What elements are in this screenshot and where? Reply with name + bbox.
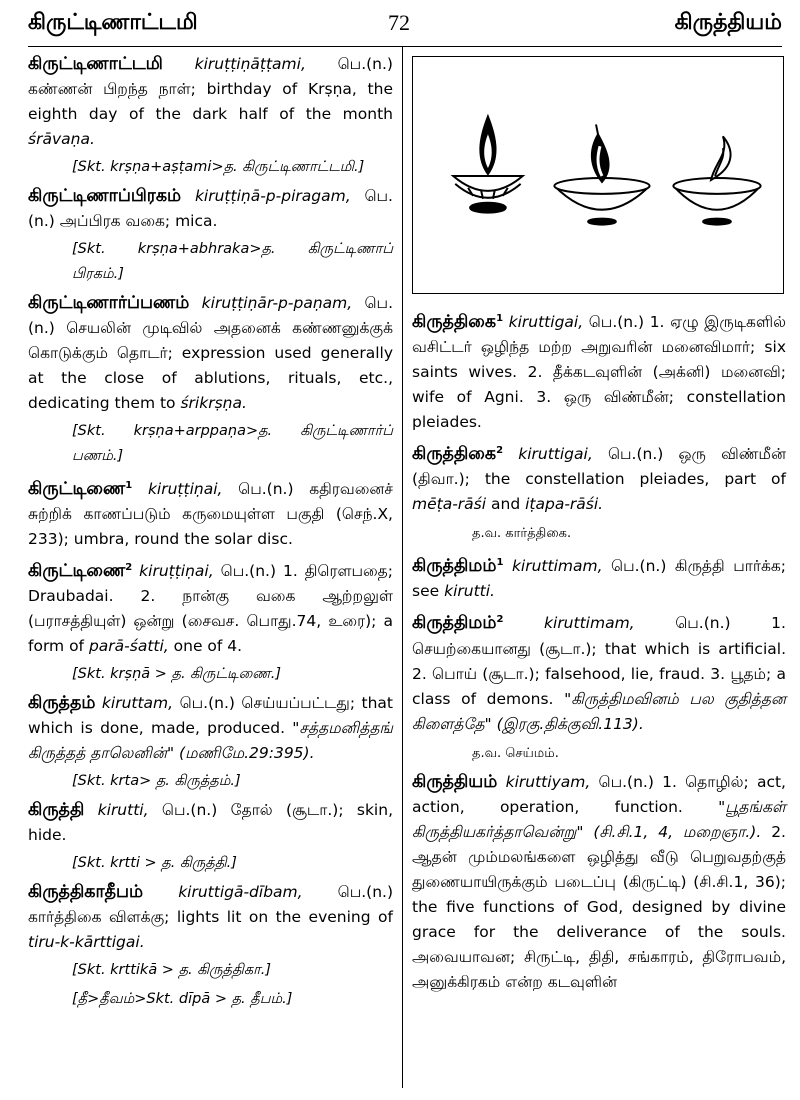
homonym-number: 2 [125, 562, 133, 574]
definition-continued: 2. ஆதன் மும்மலங்களை ஒழித்து வீடு பெறுவதற்குத் துணையாயிருக்கும் படைப்பு (கிருட்டி) (சி.சி.1, 36); the five functions of God, designed by divine grace for the deliverance of the souls. அவையாவன; சிருட்டி, திதி, சங்காரம், திரோபவம், அனுக்கிரகம் என்ற கடவுளின் [412, 822, 786, 991]
headword: கிருத்திமம் [412, 556, 497, 577]
headword: கிருட்டிணை [28, 479, 126, 500]
headword: கிருத்திமம் [412, 613, 497, 634]
transliteration: kirutti, [97, 801, 149, 820]
definition-tail: one of 4. [173, 637, 243, 656]
term: śrikrṣṇa. [180, 394, 247, 412]
headword: கிருட்டிணாட்டமி [28, 54, 163, 74]
etymology: [Skt. krtti > த. கிருத்தி.] [72, 855, 237, 872]
dictionary-entry [28, 798, 393, 848]
definition: கார்த்திகை விளக்கு; lights lit on the evening of [28, 908, 393, 927]
term: tiru-k-kārttigai. [28, 933, 145, 952]
transliteration: kiruttigā-dībam, [178, 883, 303, 902]
headword: கிருட்டிணாப்பிரகம் [28, 186, 182, 206]
definition: பெ.(n.) செய்யப்பட்டது; that which is done, made, produced. [28, 694, 393, 738]
dictionary-entry [28, 291, 393, 416]
homonym-number: 1 [125, 480, 133, 491]
definition: பெ.(n.) அப்பிரக வகை; mica. [28, 187, 393, 230]
right-column [412, 306, 786, 998]
quotation: "கிருத்திமவினம் பல குதித்தன கிளைத்தே" (இரகு.திக்குவி.113). [412, 689, 786, 733]
definition: பெ.(n.) 1. தொழில்; act, action, operation, function. [412, 772, 786, 816]
headword: கிருத்திகை [412, 444, 497, 465]
transliteration: kiruttigai, [508, 313, 584, 332]
etymology: [Skt. krttikā > த. கிருத்திகா.] [72, 962, 271, 979]
term: parā-śatti, [88, 637, 169, 656]
quotation: "பூதங்கள் கிருத்தியகர்த்தாவென்று" (சி.சி.1, 4, மறைஞா.). [412, 797, 786, 841]
definition: பெ.(n.) செயலின் முடிவில் அதனைக் கண்ணனுக்குக் கொடுக்கும் தொடர்; expression used generally at the close of ablutions, rituals, etc., dedicating them to [28, 294, 393, 412]
etymology: [தீ>தீவம்>Skt. dīpā > த. தீபம்.] [72, 991, 293, 1008]
dictionary-entry [28, 52, 393, 152]
conjunction: and [491, 495, 521, 514]
header-rule [28, 46, 782, 47]
definition: பெ.(n.) தோல் (சூடா.); skin, hide. [28, 801, 393, 845]
headword: கிருத்தியம் [412, 771, 498, 792]
transliteration: kiruttam, [101, 694, 174, 713]
homonym-number: 1 [496, 313, 504, 324]
part-of-speech: பெ.(n.) [220, 562, 276, 581]
transliteration: kiruṭṭiṇār-p-paṇam, [201, 294, 353, 312]
dictionary-entry [28, 473, 393, 552]
dictionary-entry [412, 770, 786, 995]
term: śrāvaṇa. [28, 130, 95, 148]
dictionary-entry [412, 607, 786, 736]
headword: கிருத்திகாதீபம் [28, 882, 144, 903]
etymology: [Skt. krṣṇā > த. கிருட்டிணை.] [72, 666, 282, 683]
homonym-number: 1 [496, 557, 504, 569]
headword: கிருட்டிணார்ப்பணம் [28, 293, 190, 313]
headword: கிருட்டிணை [28, 561, 126, 582]
part-of-speech: பெ.(n.) [337, 55, 393, 73]
lamp-illustration [412, 56, 784, 294]
dictionary-entry [28, 184, 393, 234]
headword: கிருத்திகை [412, 312, 497, 333]
etymology: [Skt. krṣṇa+aṣṭami>த. கிருட்டிணாட்டமி.] [72, 159, 365, 175]
transliteration: kiruttigai, [518, 445, 593, 464]
dictionary-entry [28, 880, 393, 955]
transliteration: kiruṭṭiṇai, [139, 562, 214, 581]
oil-lamps-icon [413, 57, 783, 293]
definition: கண்ணன் பிறந்த நாள்; birthday of Krṣṇa, the eighth day of the dark half of the month [28, 80, 393, 123]
etymology: [Skt. krta> த. கிருத்தம்.] [72, 773, 241, 790]
etymology: [Skt. krṣṇa+arppaṇa>த. கிருட்டிணார்ப் பணம்.] [72, 423, 393, 464]
definition: பெ.(n.) 1. ஏழு இருடிகளில் வசிட்டர் ஒழிந்த மற்ற அறுவரின் மனைவிமார்; six saints wives. 2. தீக்கடவுளின் (அக்னி) மனைவி; wife of Agni. 3. ஒரு விண்மீன்; constellation pleiades. [412, 313, 786, 432]
part-of-speech: பெ.(n.) [337, 883, 393, 902]
dictionary-entry [412, 306, 786, 435]
term: iṭapa-rāśi. [525, 495, 604, 514]
dictionary-entry [412, 438, 786, 517]
transliteration: kiruttimam, [544, 614, 635, 633]
left-column [28, 52, 393, 1016]
definition: 1. செயற்கையானது (சூடா.); that which is artificial. 2. பொய் (சூடா.); falsehood, lie, fraud. 3. பூதம்; a class of demons. [412, 614, 786, 708]
page-number: 72 [388, 10, 410, 35]
dictionary-entry [28, 555, 393, 659]
definition: 1. திரௌபதை; Draubadai. 2. நான்கு வகை ஆற்றலுள் (பராசத்தியுள்) ஒன்று (சைவச. பொது.74, உரை); a form of [28, 562, 393, 656]
headword: கிருத்தம் [28, 693, 96, 714]
dictionary-entry [412, 550, 786, 604]
transliteration: kiruttimam, [511, 557, 603, 576]
definition: பெ.(n.) ஒரு விண்மீன் (திவா.); the constellation pleiades, part of [412, 445, 786, 489]
header-right-guide-word: கிருத்தியம் [674, 10, 782, 35]
transliteration: kiruṭṭiṇai, [147, 480, 223, 499]
dictionary-entry [28, 691, 393, 766]
tamil-equivalent: த.வ. கார்த்திகை. [472, 526, 572, 542]
transliteration: kiruṭṭiṇāṭṭami, [194, 55, 306, 73]
definition: பெ.(n.) கதிரவனைச் சுற்றிக் காணப்படும் கருமையுள்ள பகுதி (செந்.X, 233); umbra, round the solar disc. [28, 480, 393, 549]
homonym-number: 2 [496, 614, 504, 626]
definition: பெ.(n.) கிருத்தி பார்க்க; see [412, 557, 786, 601]
column-divider [402, 46, 403, 1088]
quotation: "சத்தமனித்தங் கிருத்தத் தாலெனின்" (மணிமே.29:395). [28, 719, 393, 763]
part-of-speech: பெ.(n.) [675, 614, 731, 633]
term: mēṭa-rāśi [412, 495, 487, 514]
term: kirutti. [444, 582, 495, 601]
tamil-equivalent: த.வ. செய்மம். [472, 745, 559, 761]
page-header [28, 6, 782, 46]
headword: கிருத்தி [28, 800, 85, 821]
header-left-guide-word: கிருட்டிணாட்டமி [28, 10, 198, 35]
transliteration: kiruttiyam, [505, 772, 591, 791]
transliteration: kiruṭṭiṇā-p-piragam, [194, 187, 351, 205]
etymology: [Skt. krṣṇa+abhraka>த. கிருட்டிணாப் பிரகம்.] [72, 241, 393, 282]
homonym-number: 2 [496, 445, 504, 457]
